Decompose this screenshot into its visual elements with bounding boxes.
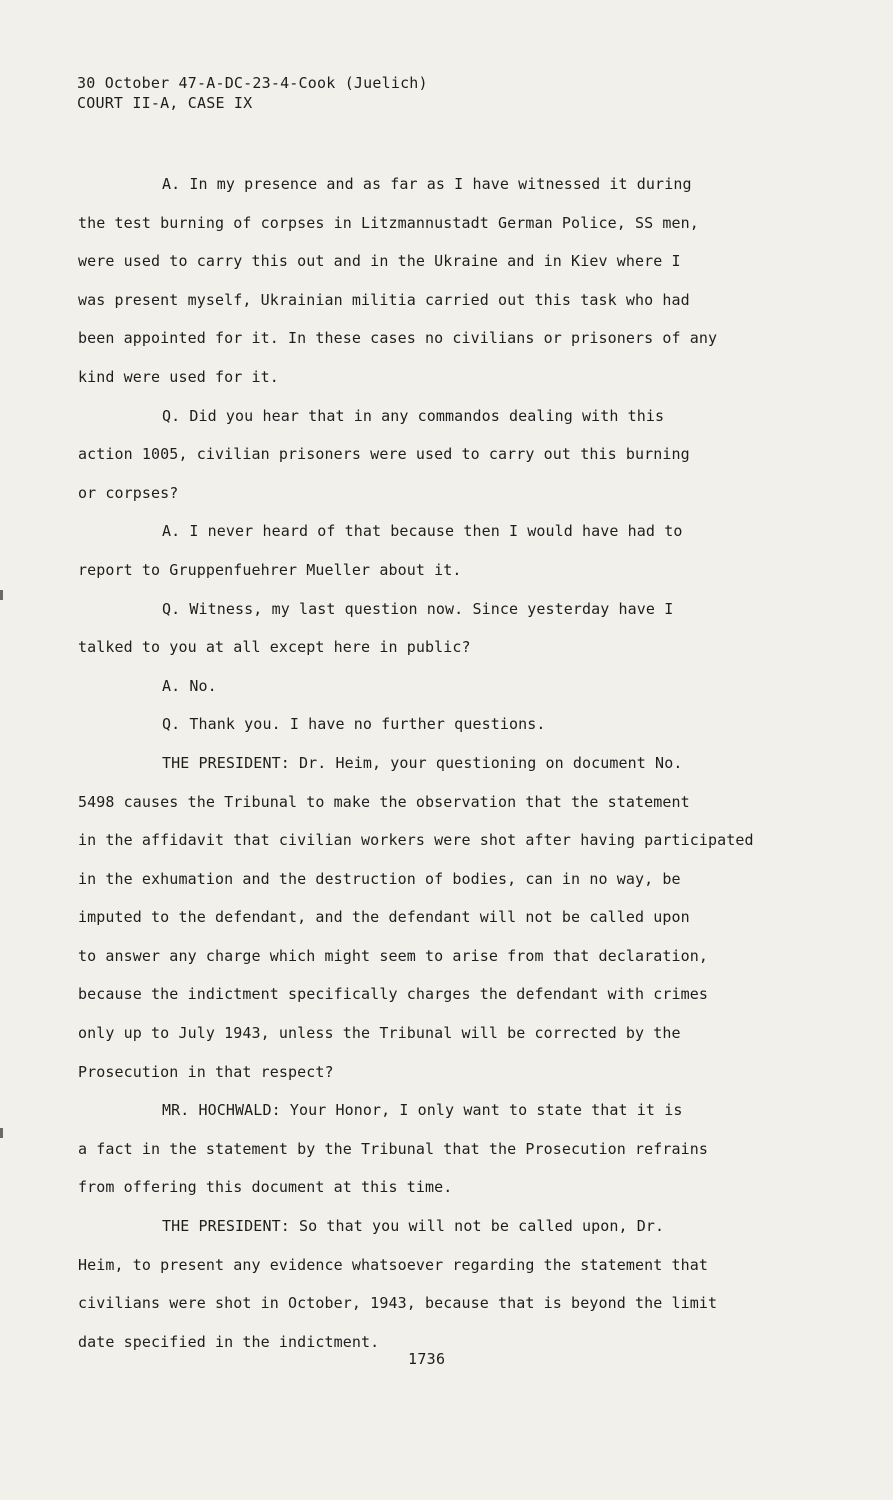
paragraph-answer-never-heard: A. I never heard of that because then I would have had to report to Gruppenfuehrer Mueller about it. — [78, 522, 683, 579]
paragraph-question-last: Q. Witness, my last question now. Since yesterday have I talked to you at all except here in public? — [78, 599, 674, 657]
paragraph-question-commandos: Q. Did you hear that in any commandos dealing with this action 1005, civilian prisoners were used to carry out this burning or corpses? — [78, 406, 690, 502]
binding-hole-mark — [0, 590, 3, 600]
document-header — [77, 73, 428, 113]
transcript-body — [78, 165, 808, 1361]
paragraph-answer-burning: A. In my presence and as far as I have witnessed it during the test burning of corpses in Litzmannustadt German Police, SS men, were used to carry this out and in the Ukraine and in Kiev where I was present myself, Ukrainian militia carried out this task who had been appointed for it. In these cases no civilians or prisoners of any kind were used for it. — [78, 175, 718, 386]
binding-hole-mark — [0, 1128, 3, 1138]
page-number: 1736 — [408, 1350, 446, 1368]
header-court-line: COURT II-A, CASE IX — [77, 94, 253, 112]
paragraph-answer-no: A. No. — [162, 676, 217, 695]
paragraph-hochwald-statement: MR. HOCHWALD: Your Honor, I only want to state that it is a fact in the statement by the Tribunal that the Prosecution refrains from offering this document at this time. — [78, 1101, 709, 1197]
paragraph-president-conclusion: THE PRESIDENT: So that you will not be called upon, Dr. Heim, to present any evidence whatsoever regarding the statement that civilians were shot in October, 1943, because that is beyond the limit date specified in the indictment. — [78, 1217, 718, 1351]
header-reference-line: 30 October 47-A-DC-23-4-Cook (Juelich) — [77, 74, 428, 92]
paragraph-thank-you: Q. Thank you. I have no further questions. — [162, 715, 546, 734]
paragraph-president-observation: THE PRESIDENT: Dr. Heim, your questioning on document No. 5498 causes the Tribunal to make the observation that the statement in the affidavit that civilian workers were shot after having participated in the exhumation and the destruction of bodies, can in no way, be imputed to the defendant, and the defendant will not be called upon to answer any charge which might seem to arise from that declaration, because the indictment specifically charges the defendant with crimes only up to July 1943, unless the Tribunal will be corrected by the Prosecution in that respect? — [78, 753, 754, 1081]
